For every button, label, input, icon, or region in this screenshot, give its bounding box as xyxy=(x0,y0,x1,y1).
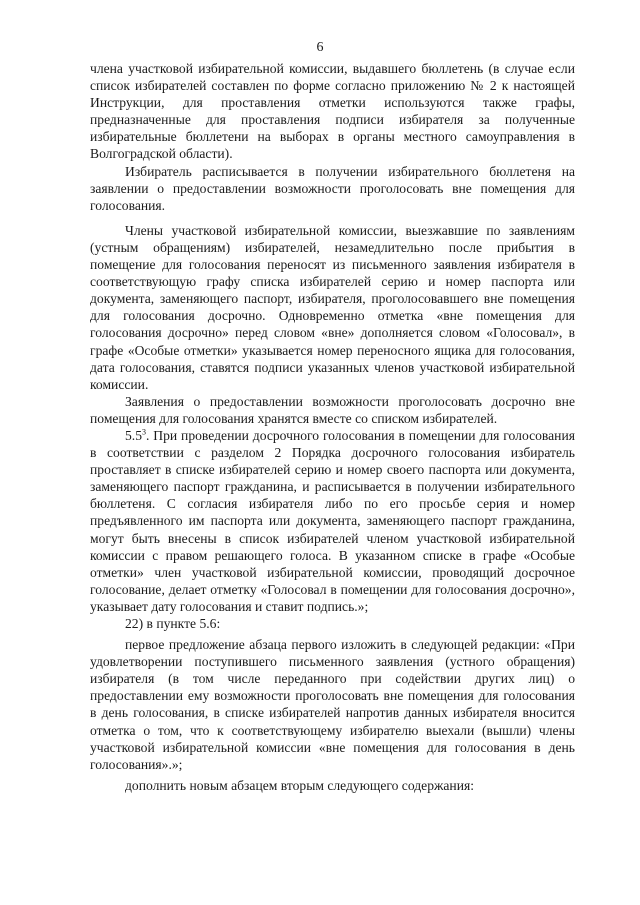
paragraph-clause-5-5-3 xyxy=(90,427,575,615)
clause-text: . При проведении досрочного голосования в помещении для голосования в соответствии с разделом 2 Порядка досрочного голосования избиратель проставляет в списке избирателей серию и номер своего паспорта или документа, заменяющего паспорт гражданина, и расписывается в получении избирательного бюллетеня. С согласия избирателя либо по его просьбе серия и номер предъявленного им паспорта или документа, заменяющего паспорт гражданина, могут быть внесены в список избирателей членом участковой избирательной комиссии с правом решающего голоса. В указанном списке в графе «Особые отметки» член участковой избирательной комиссии, проводящий досрочное голосование, делает отметку «Голосовал в помещении для голосования досрочно», указывает дату голосования и ставит подпись.»; xyxy=(90,427,575,614)
page-number: 6 xyxy=(316,40,324,55)
paragraph-commission-members: Члены участковой избирательной комиссии, выезжавшие по заявлениям (устным обращениям) избирателей, незамедлительно после прибытия в помещение для голосования переносят из письменного заявления избирателя в соответствующую графу списка избирателей серию и номер паспорта или документа, заменяющего паспорт, избирателя, проголосовавшего вне помещения для голосования досрочно. Одновременно отметка «вне помещения для голосования досрочно» перед словом «вне» дополняется словом «Голосовал», в графе «Особые отметки» указывается номер переносного ящика для голосования, дата голосования, ставятся подписи указанных членов участковой избирательной комиссии. xyxy=(90,222,575,392)
paragraph-first-sentence-edit: первое предложение абзаца первого изложить в следующей редакции: «При удовлетворении поступившего письменного заявления (устного обращения) избирателя (в том числе переданного при содействии других лиц) о предоставлении ему возможности проголосовать вне помещения для голосования в день голосования, в списке избирателей напротив данных избирателя вносится отметка о том, что к соответствующему избирателю выехали (вышли) члены участковой избирательной комиссии «вне помещения для голосования в день голосования».»; xyxy=(90,637,575,772)
clause-number: 5.5 xyxy=(125,427,142,443)
clause-superscript: 3 xyxy=(142,427,146,437)
paragraph-add-new-abzac: дополнить новым абзацем вторым следующего содержания: xyxy=(125,777,474,793)
paragraph-voter-signs: Избиратель расписывается в получении избирательного бюллетеня на заявлении о предоставлении возможности проголосовать вне помещения для голосования. xyxy=(90,163,575,213)
paragraph-item-22: 22) в пункте 5.6: xyxy=(125,616,221,631)
paragraph-continuation: члена участковой избирательной комиссии, выдавшего бюллетень (в случае если список избирателей составлен по форме согласно приложению № 2 к настоящей Инструкции, для проставления отметки используются также графы, предназначенные для проставления подписи избирателя за полученные избирательные бюллетени на выборах в органы местного самоуправления в Волгоградской области). xyxy=(90,61,575,162)
paragraph-applications-stored: Заявления о предоставлении возможности проголосовать досрочно вне помещения для голосования хранятся вместе со списком избирателей. xyxy=(90,393,575,426)
document-body xyxy=(90,60,575,794)
